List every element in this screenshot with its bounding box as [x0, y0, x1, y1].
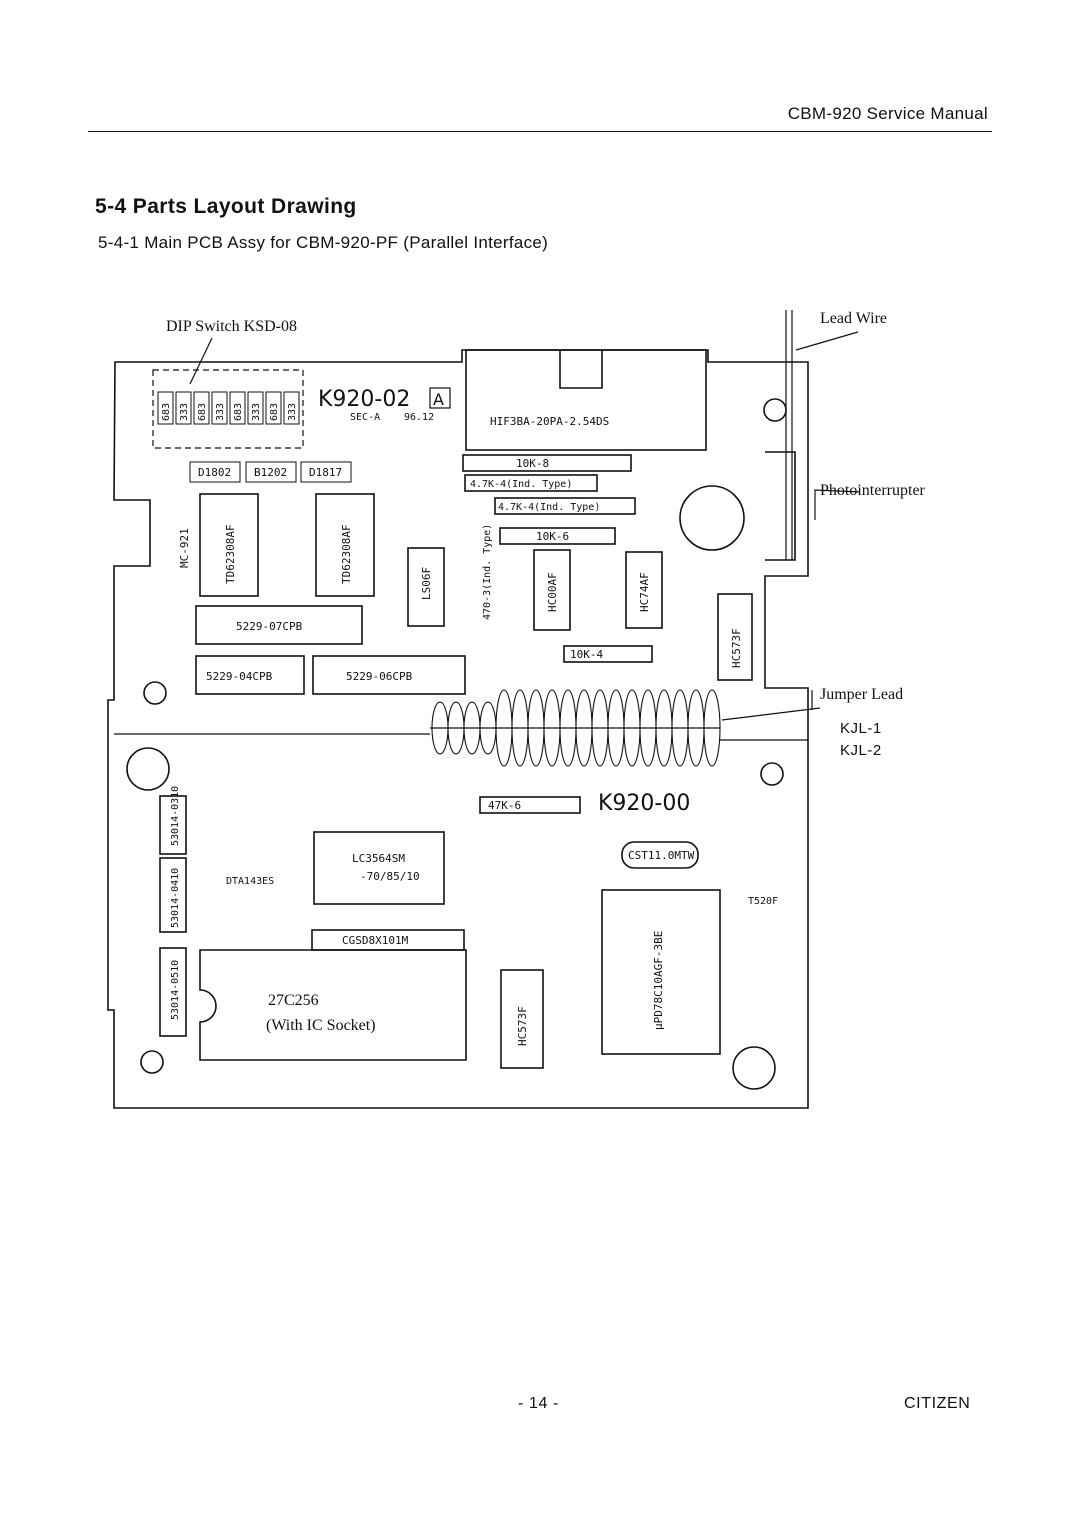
footer-brand: CITIZEN	[904, 1395, 971, 1412]
dip-switch-annotation: DIP Switch KSD-08	[166, 318, 297, 335]
ic-socket-annotation: (With IC Socket)	[266, 1017, 376, 1034]
lead-wire-annotation: Lead Wire	[820, 310, 888, 327]
ic-ls06f: LS06F	[420, 566, 433, 600]
ra4-label: 10K-6	[536, 530, 570, 543]
dip-switch-values	[158, 392, 299, 424]
ra5-label: 10K-8	[516, 457, 550, 470]
ra1-label: 47K-6	[488, 799, 522, 812]
dip-resistor-value: 683	[197, 402, 208, 421]
board-date: 96.12	[404, 412, 435, 423]
dip-resistor-value: 333	[215, 402, 226, 421]
rom-annotation: 27C256	[268, 992, 319, 1009]
ic-td62308-2: TD62308AF	[340, 524, 353, 584]
dip-resistor-value: 683	[233, 402, 244, 421]
ic-mc921: MC-921	[178, 528, 191, 568]
ra3-label: 470-3(Ind. Type)	[482, 523, 493, 620]
ic-cgsd8x101m: CGSD8X101M	[342, 934, 409, 947]
cn6-label: 53014-0410	[170, 867, 181, 928]
cn4-label: 5229-07CPB	[236, 620, 303, 633]
ic-lc3564sm: LC3564SM	[352, 852, 405, 865]
kjl1-label: KJL-1	[840, 720, 882, 737]
page-number: - 14 -	[518, 1395, 559, 1412]
transistor-d1802: D1802	[198, 466, 232, 479]
main-connector-label: HIF3BA-20PA-2.54DS	[490, 415, 610, 428]
rf-label: 4.7K-4(Ind. Type)	[470, 479, 573, 490]
cn5-label: 53014-0310	[170, 785, 181, 846]
ic-t520f: T520F	[748, 896, 779, 907]
dip-resistor-value: 683	[269, 402, 280, 421]
ra7-label: 4.7K-4(Ind. Type)	[498, 502, 601, 513]
ic-hc00af: HC00AF	[546, 572, 559, 612]
dip-resistor-value: 333	[287, 402, 298, 421]
cn2-label: 5229-04CPB	[206, 670, 273, 683]
board-id-lower: K920-00	[598, 791, 691, 816]
photointerrupter-annotation: Photointerrupter	[820, 482, 925, 499]
ic-lc3564-speed: -70/85/10	[360, 870, 420, 883]
dip-resistor-value: 333	[251, 402, 262, 421]
dip-resistor-value: 683	[161, 402, 172, 421]
section-title: 5-4 Parts Layout Drawing	[95, 195, 357, 218]
manual-title: CBM-920 Service Manual	[787, 104, 988, 123]
dip-resistor-value: 333	[179, 402, 190, 421]
ic-dta143es: DTA143ES	[226, 876, 275, 887]
cn7-label: 53014-0510	[170, 959, 181, 1020]
osc-label: CST11.0MTW	[628, 849, 695, 862]
section-subtitle: 5-4-1 Main PCB Assy for CBM-920-PF (Parallel Interface)	[98, 233, 549, 252]
ra2-label: 10K-4	[570, 648, 604, 661]
transistor-b1202: B1202	[254, 466, 288, 479]
ic-hc573f-upper: HC573F	[730, 628, 743, 668]
board-rev: A	[433, 390, 444, 409]
ic-cpu: μPD78C10AGF-3BE	[652, 930, 665, 1030]
board-sec: SEC-A	[350, 412, 381, 423]
ic-td62308-1: TD62308AF	[224, 524, 237, 584]
kjl2-label: KJL-2	[840, 742, 882, 759]
transistor-d1817: D1817	[309, 466, 343, 479]
ic-hc573f-lower: HC573F	[516, 1006, 529, 1046]
cn3-label: 5229-06CPB	[346, 670, 413, 683]
jumper-lead-annotation: Jumper Lead	[820, 686, 904, 703]
board-id-upper: K920-02	[318, 387, 411, 412]
ic-hc74af: HC74AF	[638, 572, 651, 612]
